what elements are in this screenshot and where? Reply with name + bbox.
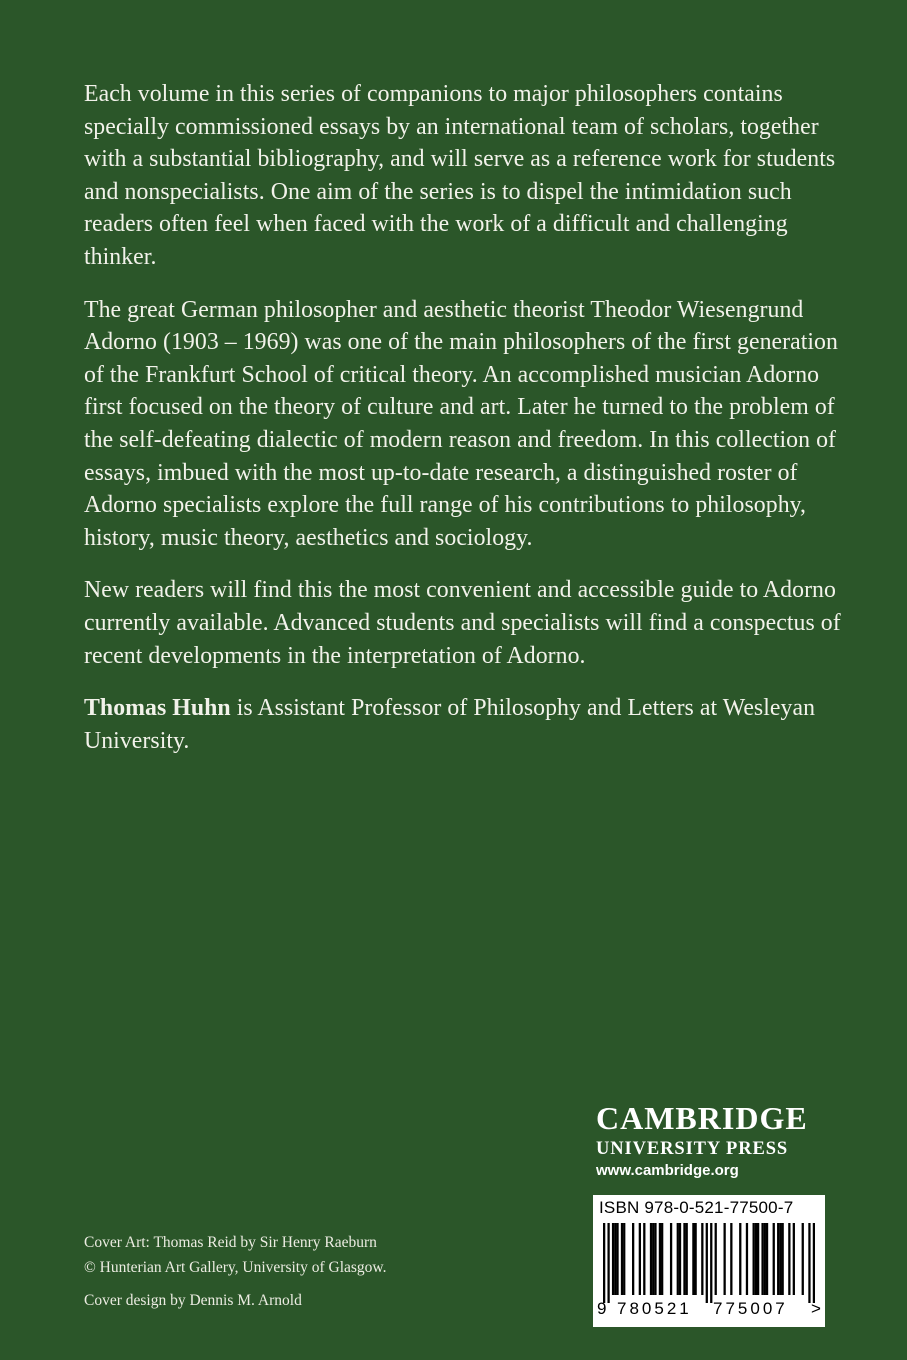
barcode-bar — [621, 1223, 623, 1295]
back-cover-text — [84, 78, 844, 777]
publisher-url: www.cambridge.org — [596, 1162, 739, 1179]
cover-design-credit: Cover design by Dennis M. Arnold — [84, 1292, 302, 1309]
barcode-bar — [632, 1223, 634, 1295]
barcode-bar — [661, 1223, 663, 1295]
barcode-bar — [766, 1223, 768, 1295]
barcode-bar — [639, 1223, 641, 1295]
barcode-bar — [782, 1223, 784, 1295]
barcode-digits-right: 775007 — [713, 1295, 788, 1323]
barcode-bar — [679, 1223, 681, 1295]
barcode-bar — [686, 1223, 688, 1295]
barcode-bar — [773, 1223, 775, 1295]
cover-art-copyright: © Hunterian Art Gallery, University of Glasgow. — [84, 1259, 387, 1276]
barcode-bar — [757, 1223, 759, 1295]
barcode-icon — [603, 1223, 815, 1303]
barcode-bar — [779, 1223, 781, 1295]
barcode-bar — [677, 1223, 679, 1295]
author-bio — [84, 692, 844, 757]
barcode-bar — [701, 1223, 703, 1295]
publisher-logo — [596, 1102, 826, 1182]
audience-description: New readers will find this the most convenient and accessible guide to Adorno currently available. Advanced students and specialists will find a conspectus of recent developments in the interpretation of Adorno. — [84, 577, 841, 669]
barcode-bar — [694, 1223, 696, 1295]
barcode-bar — [715, 1223, 717, 1295]
barcode-bar — [706, 1223, 708, 1303]
barcode-bar — [739, 1223, 741, 1295]
barcode-bar — [616, 1223, 618, 1295]
barcode-digit-first: 9 — [597, 1299, 607, 1318]
barcode-bar — [808, 1223, 810, 1303]
barcode-bar — [612, 1223, 614, 1295]
barcode-bar — [659, 1223, 661, 1295]
book-description: The great German philosopher and aesthetic theorist Theodor Wiesengrund Adorno (1903 – 1969) was one of the main philosophers of the first generation of the Frankfurt School of critical theory. An accomplished musician Adorno first focused on the theory of culture and art. Later he turned to the problem of the self-defeating dialectic of modern reason and freedom. In this collection of essays, imbued with the most up-to-date research, a distinguished roster of Adorno specialists explore the full range of his contributions to philosophy, history, music theory, aesthetics and sociology. — [84, 296, 838, 551]
cover-art-credit: Cover Art: Thomas Reid by Sir Henry Raeburn — [84, 1234, 377, 1251]
barcode-bar — [670, 1223, 672, 1295]
publisher-name: CAMBRIDGE — [596, 1100, 808, 1136]
barcode-bar — [643, 1223, 645, 1295]
isbn-label: ISBN 978-0-521-77500-7 — [599, 1198, 794, 1217]
barcode-bar — [724, 1223, 726, 1295]
barcode-digits-left: 780521 — [617, 1295, 692, 1323]
publisher-subtitle: UNIVERSITY PRESS — [596, 1139, 789, 1159]
barcode-bar — [761, 1223, 763, 1295]
barcode-bar — [755, 1223, 757, 1295]
barcode-bar — [654, 1223, 656, 1295]
barcode-bar — [710, 1223, 712, 1303]
barcode-bar — [692, 1223, 694, 1295]
cover-credits — [84, 1230, 386, 1313]
barcode-bar — [802, 1223, 804, 1295]
barcode-bar — [623, 1223, 625, 1295]
barcode-bar — [788, 1223, 790, 1295]
barcode-bar — [652, 1223, 654, 1295]
barcode-digits — [593, 1295, 825, 1323]
barcode-bar — [607, 1223, 609, 1303]
barcode-bar — [603, 1223, 605, 1303]
barcode-bar — [753, 1223, 755, 1295]
isbn-barcode — [593, 1195, 825, 1327]
barcode-bar — [764, 1223, 766, 1295]
author-name: Thomas Huhn — [84, 695, 231, 722]
barcode-bar — [614, 1223, 616, 1295]
barcode-bar — [730, 1223, 732, 1295]
author-bio-text: is Assistant Professor of Philosophy and Letters at Wesleyan University. — [84, 695, 816, 754]
barcode-bar — [813, 1223, 815, 1303]
series-description: Each volume in this series of companions to major philosophers contains specially commissioned essays by an international team of scholars, together with a substantial bibliography, and will serve as a reference work for students and nonspecialists. One aim of the series is to dispel the intimidation such readers often feel when faced with the work of a difficult and challenging thinker. — [84, 81, 836, 270]
barcode-bar — [746, 1223, 748, 1295]
barcode-bar — [793, 1223, 795, 1295]
barcode-bar — [650, 1223, 652, 1295]
barcode-quiet-zone-mark: > — [811, 1299, 821, 1318]
barcode-bar — [683, 1223, 685, 1295]
barcode-bar — [777, 1223, 779, 1295]
